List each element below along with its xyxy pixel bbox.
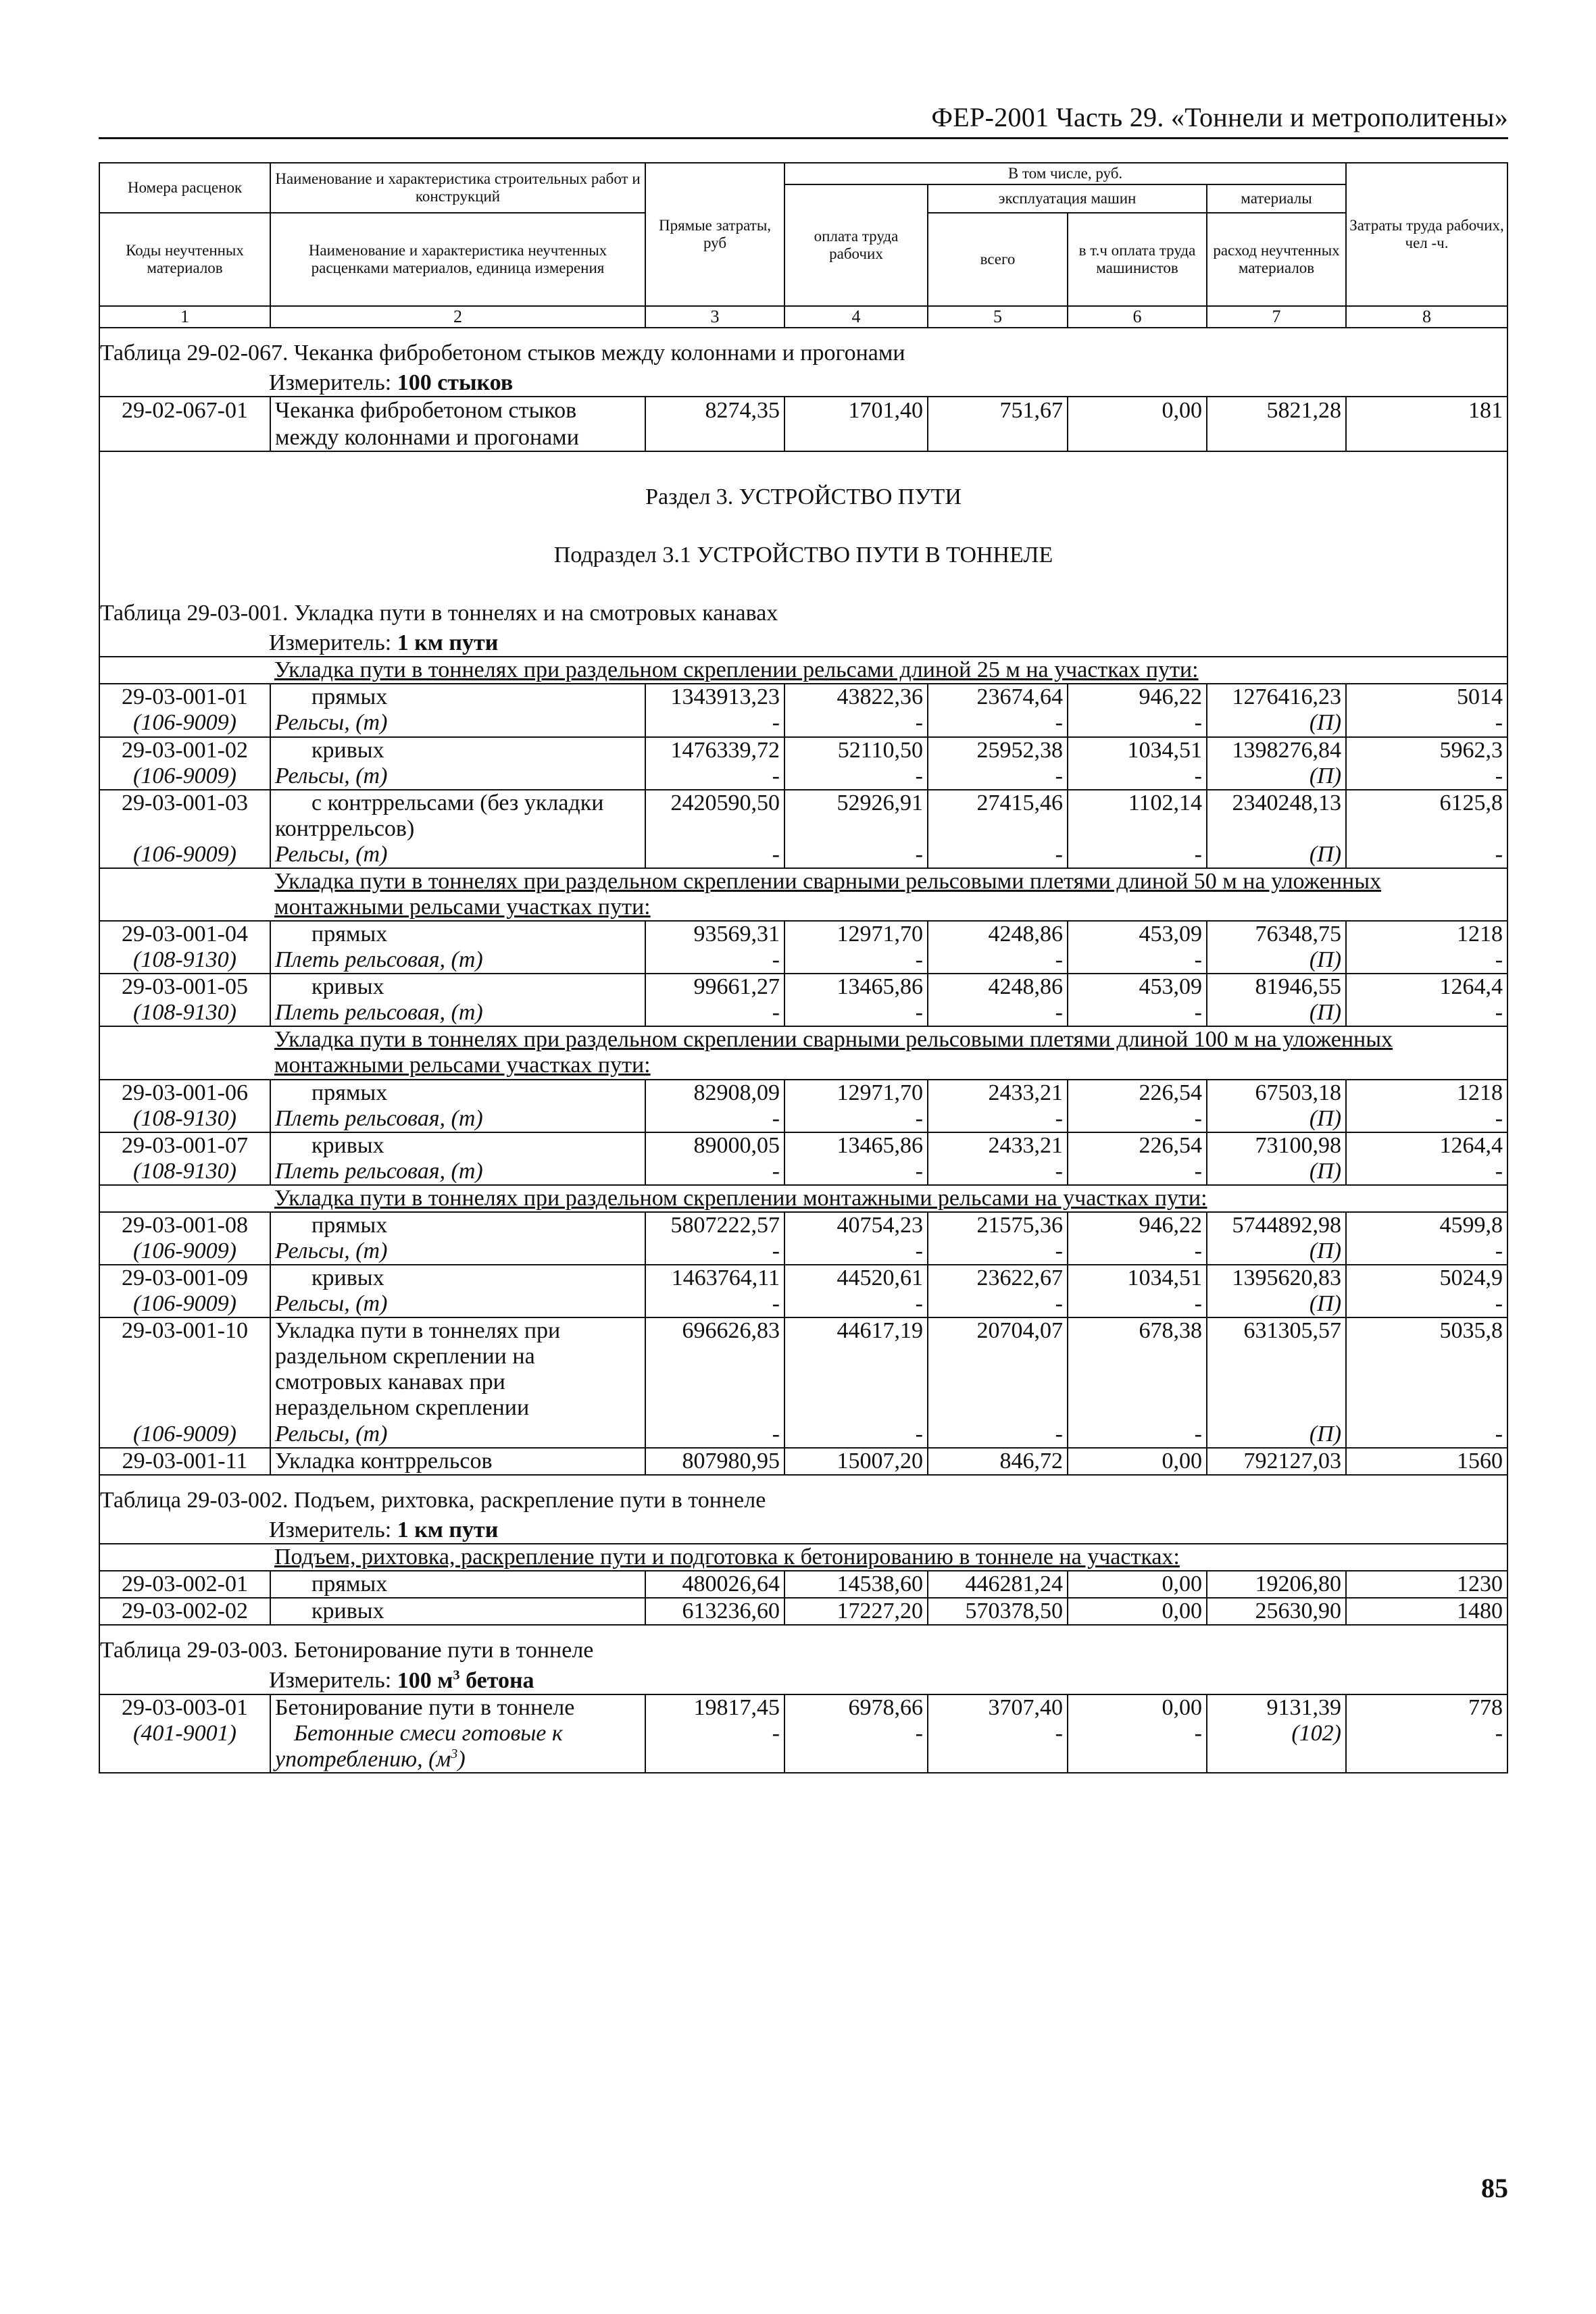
table-row	[99, 1571, 1507, 1598]
material-value: (П)	[1207, 947, 1346, 974]
material-name: Бетонные смеси готовые к употреблению, $(м^3)$	[270, 1721, 645, 1773]
work-name: прямых	[270, 684, 645, 710]
table-row	[99, 921, 1507, 947]
labor-pay: 15007,20	[784, 1448, 928, 1475]
rate-code: 29-03-001-09	[99, 1265, 270, 1291]
header-material-names: Наименование и характеристика неучтенных расценками материалов, единица измерения	[270, 213, 645, 306]
work-name-line: между колоннами и прогонами	[270, 425, 645, 451]
labor-hours: 5024,9	[1346, 1265, 1507, 1291]
machines-total: 25952,38	[928, 737, 1068, 763]
materials-cost: 76348,75	[1207, 921, 1346, 947]
material-row	[99, 1106, 1507, 1132]
group-heading: Укладка пути в тоннелях при раздельном скреплении сварными рельсовыми плетями длиной 50 м на уложенных монтажными рельсами участках пути:	[99, 868, 1507, 921]
table-row	[99, 1448, 1507, 1475]
material-value: -	[928, 1000, 1068, 1026]
table-row	[99, 1212, 1507, 1238]
work-name: Укладка пути в тоннелях при раздельном скреплении на смотровых канавах при нераздельном скреплении	[270, 1317, 645, 1421]
labor-hours: 5962,3	[1346, 737, 1507, 763]
material-row	[99, 763, 1507, 790]
work-name: прямых	[270, 1571, 645, 1598]
machinists-pay: 226,54	[1068, 1132, 1207, 1159]
machinists-pay: 946,22	[1068, 1212, 1207, 1238]
work-name: Бетонирование пути в тоннеле	[270, 1694, 645, 1721]
header-work-name: Наименование и характеристика строительных работ и конструкций	[270, 163, 645, 213]
machines-total: 4248,86	[928, 921, 1068, 947]
material-code: (108-9130)	[99, 947, 270, 974]
machines-total: 4248,86	[928, 974, 1068, 1000]
labor-hours: 5035,8	[1346, 1317, 1507, 1421]
material-name: Рельсы, (т)	[270, 1422, 645, 1448]
material-value: -	[645, 947, 784, 974]
material-value: -	[645, 842, 784, 868]
material-value: (П)	[1207, 1000, 1346, 1026]
material-value: -	[928, 842, 1068, 868]
labor-hours: 5014	[1346, 684, 1507, 710]
material-value: -	[1346, 763, 1507, 790]
material-value: -	[1068, 1422, 1207, 1448]
subsection-title: Подраздел 3.1 УСТРОЙСТВО ПУТИ В ТОННЕЛЕ	[99, 510, 1507, 588]
material-value: -	[928, 1422, 1068, 1448]
price-table	[99, 162, 1508, 1774]
material-value: -	[928, 1291, 1068, 1317]
material-value: (П)	[1207, 1422, 1346, 1448]
direct-costs: 99661,27	[645, 974, 784, 1000]
table-header	[99, 163, 1507, 328]
rate-code: 29-03-001-05	[99, 974, 270, 1000]
materials-cost: 19206,80	[1207, 1571, 1346, 1598]
material-value: -	[1068, 947, 1207, 974]
direct-costs: 2420590,50	[645, 790, 784, 842]
header-machinists-pay: в т.ч оплата труда машинистов	[1068, 213, 1207, 306]
labor-hours: 1218	[1346, 1080, 1507, 1106]
material-value: -	[784, 710, 928, 736]
material-row	[99, 1721, 1507, 1773]
materials-cost: 1398276,84	[1207, 737, 1346, 763]
material-value: -	[1346, 1291, 1507, 1317]
materials-cost: 73100,98	[1207, 1132, 1346, 1159]
header-machines-total: всего	[928, 213, 1068, 306]
table-title-29-03-003: Таблица 29-03-003. Бетонирование пути в тоннеле	[99, 1625, 1507, 1663]
material-value: -	[1068, 1159, 1207, 1185]
labor-pay: 6978,66	[784, 1694, 928, 1721]
material-value: -	[1346, 1721, 1507, 1773]
machines-total: 21575,36	[928, 1212, 1068, 1238]
material-value: -	[1068, 1291, 1207, 1317]
table-title-29-03-001: Таблица 29-03-001. Укладка пути в тоннелях и на смотровых канавах	[99, 588, 1507, 626]
material-value: -	[645, 1000, 784, 1026]
direct-costs: 5807222,57	[645, 1212, 784, 1238]
column-index: 4	[784, 306, 928, 328]
labor-hours: 1264,4	[1346, 1132, 1507, 1159]
material-value: -	[645, 1721, 784, 1773]
column-index: 2	[270, 306, 645, 328]
material-value: -	[784, 1106, 928, 1132]
rate-code: 29-03-001-08	[99, 1212, 270, 1238]
direct-costs: 93569,31	[645, 921, 784, 947]
material-row	[99, 947, 1507, 974]
machinists-pay: 453,09	[1068, 974, 1207, 1000]
labor-hours: 1480	[1346, 1598, 1507, 1625]
materials-cost: 1395620,83	[1207, 1265, 1346, 1291]
material-value: -	[645, 1106, 784, 1132]
material-value: (П)	[1207, 1291, 1346, 1317]
direct-costs: 8274,35	[645, 397, 784, 425]
materials-cost: 9131,39	[1207, 1694, 1346, 1721]
table-row	[99, 1694, 1507, 1721]
column-index-row	[99, 306, 1507, 328]
machinists-pay: 453,09	[1068, 921, 1207, 947]
rate-code: 29-03-001-02	[99, 737, 270, 763]
direct-costs: 696626,83	[645, 1317, 784, 1421]
labor-pay: 12971,70	[784, 1080, 928, 1106]
machinists-pay: 1034,51	[1068, 737, 1207, 763]
material-value: -	[928, 1238, 1068, 1265]
material-code: (106-9009)	[99, 1291, 270, 1317]
labor-hours: 1264,4	[1346, 974, 1507, 1000]
work-name: кривых	[270, 1598, 645, 1625]
labor-hours: 1230	[1346, 1571, 1507, 1598]
group-heading: Укладка пути в тоннелях при раздельном скреплении рельсами длиной 25 м на участках пути:	[99, 657, 1507, 684]
labor-pay: 44617,19	[784, 1317, 928, 1421]
material-name: Плеть рельсовая, (т)	[270, 1000, 645, 1026]
group-heading: Укладка пути в тоннелях при раздельном скреплении монтажными рельсами на участках пути:	[99, 1185, 1507, 1212]
material-value: -	[1068, 1238, 1207, 1265]
rate-code: 29-03-001-11	[99, 1448, 270, 1475]
material-value: -	[1068, 1000, 1207, 1026]
rate-code: 29-03-002-01	[99, 1571, 270, 1598]
header-machines: эксплуатация машин	[928, 184, 1207, 213]
labor-pay: 40754,23	[784, 1212, 928, 1238]
material-value: -	[1346, 947, 1507, 974]
work-name: кривых	[270, 1132, 645, 1159]
material-row	[99, 1238, 1507, 1265]
machines-total: 570378,50	[928, 1598, 1068, 1625]
material-row	[99, 842, 1507, 868]
column-index: 5	[928, 306, 1068, 328]
table-row	[99, 1317, 1507, 1421]
material-code: (106-9009)	[99, 842, 270, 868]
material-value: -	[645, 1159, 784, 1185]
unit-line: Измеритель: 100 $м^3$ бетона	[99, 1663, 1507, 1694]
material-code: (108-9130)	[99, 1106, 270, 1132]
material-value: -	[1346, 710, 1507, 736]
column-index: 7	[1207, 306, 1346, 328]
material-code: (106-9009)	[99, 763, 270, 790]
direct-costs: 613236,60	[645, 1598, 784, 1625]
material-value: -	[645, 710, 784, 736]
material-value: -	[784, 1159, 928, 1185]
material-value: (П)	[1207, 1159, 1346, 1185]
direct-costs: 1343913,23	[645, 684, 784, 710]
material-code: (106-9009)	[99, 1422, 270, 1448]
materials-cost: 1276416,23	[1207, 684, 1346, 710]
material-value: -	[784, 1291, 928, 1317]
table-row	[99, 790, 1507, 842]
material-value: -	[928, 1106, 1068, 1132]
page-number: 85	[1481, 2173, 1508, 2203]
header-rate-numbers: Номера расценок	[99, 163, 270, 213]
column-index: 6	[1068, 306, 1207, 328]
direct-costs: 480026,64	[645, 1571, 784, 1598]
material-code: (106-9009)	[99, 1238, 270, 1265]
material-value: -	[1068, 763, 1207, 790]
material-code: (108-9130)	[99, 1159, 270, 1185]
materials-cost: 792127,03	[1207, 1448, 1346, 1475]
direct-costs: 19817,45	[645, 1694, 784, 1721]
labor-pay: 1701,40	[784, 397, 928, 425]
material-row	[99, 710, 1507, 736]
materials-cost: 631305,57	[1207, 1317, 1346, 1421]
work-name: кривых	[270, 1265, 645, 1291]
machinists-pay: 1034,51	[1068, 1265, 1207, 1291]
materials-cost: 5744892,98	[1207, 1212, 1346, 1238]
material-value: -	[1068, 710, 1207, 736]
material-value: (П)	[1207, 1106, 1346, 1132]
material-value: -	[784, 1000, 928, 1026]
rate-code: 29-02-067-01	[99, 397, 270, 425]
material-code: (106-9009)	[99, 710, 270, 736]
direct-costs: 82908,09	[645, 1080, 784, 1106]
direct-costs: 1463764,11	[645, 1265, 784, 1291]
header-rule	[99, 137, 1508, 139]
material-value: -	[928, 710, 1068, 736]
machines-total: 27415,46	[928, 790, 1068, 842]
material-value: -	[1346, 1159, 1507, 1185]
materials-cost: 67503,18	[1207, 1080, 1346, 1106]
column-index: 1	[99, 306, 270, 328]
material-value: -	[784, 842, 928, 868]
labor-pay: 12971,70	[784, 921, 928, 947]
labor-hours: 6125,8	[1346, 790, 1507, 842]
table-row	[99, 974, 1507, 1000]
labor-hours: 4599,8	[1346, 1212, 1507, 1238]
unit-line: Измеритель: 100 стыков	[99, 366, 1507, 397]
machines-total: 23622,67	[928, 1265, 1068, 1291]
work-name: прямых	[270, 921, 645, 947]
labor-hours: 181	[1346, 397, 1507, 425]
header-materials: материалы	[1207, 184, 1346, 213]
table-row	[99, 1132, 1507, 1159]
machinists-pay: 0,00	[1068, 1694, 1207, 1721]
machinists-pay: 0,00	[1068, 1448, 1207, 1475]
work-name: кривых	[270, 974, 645, 1000]
header-materials-consumption: расход неучтенных материалов	[1207, 213, 1346, 306]
material-value: -	[784, 947, 928, 974]
machines-total: 846,72	[928, 1448, 1068, 1475]
header-labor-pay: оплата труда рабочих	[784, 184, 928, 306]
unit-line: Измеритель: 1 км пути	[99, 1513, 1507, 1544]
material-value: (П)	[1207, 710, 1346, 736]
material-value: -	[645, 1422, 784, 1448]
materials-cost: 25630,90	[1207, 1598, 1346, 1625]
labor-hours: 778	[1346, 1694, 1507, 1721]
column-index: 8	[1346, 306, 1507, 328]
machines-total: 2433,21	[928, 1132, 1068, 1159]
labor-hours: 1560	[1346, 1448, 1507, 1475]
material-value: (102)	[1207, 1721, 1346, 1773]
table-row	[99, 397, 1507, 425]
section-title: Раздел 3. УСТРОЙСТВО ПУТИ	[99, 451, 1507, 510]
machinists-pay: 0,00	[1068, 1598, 1207, 1625]
rate-code: 29-03-001-01	[99, 684, 270, 710]
machinists-pay: 0,00	[1068, 397, 1207, 425]
materials-cost: 2340248,13	[1207, 790, 1346, 842]
labor-pay: 44520,61	[784, 1265, 928, 1291]
rate-code: 29-03-001-04	[99, 921, 270, 947]
labor-hours: 1218	[1346, 921, 1507, 947]
material-value: -	[645, 763, 784, 790]
material-row	[99, 1159, 1507, 1185]
running-head: ФЕР-2001 Часть 29. «Тоннели и метрополитены»	[931, 102, 1508, 132]
material-name: Рельсы, (т)	[270, 763, 645, 790]
unit-line: Измеритель: 1 км пути	[99, 626, 1507, 657]
group-heading: Укладка пути в тоннелях при раздельном скреплении сварными рельсовыми плетями длиной 100 м на уложенных монтажными рельсами участках пути:	[99, 1026, 1507, 1079]
material-value: -	[928, 763, 1068, 790]
material-name: Рельсы, (т)	[270, 1291, 645, 1317]
material-name: Рельсы, (т)	[270, 1238, 645, 1265]
header-labor-cost: Затраты труда рабочих, чел -ч.	[1346, 163, 1507, 306]
labor-pay: 17227,20	[784, 1598, 928, 1625]
material-row	[99, 1422, 1507, 1448]
header-material-codes: Коды неучтенных материалов	[99, 213, 270, 306]
table-row	[99, 684, 1507, 710]
rate-code: 29-03-001-06	[99, 1080, 270, 1106]
material-value: -	[1068, 1106, 1207, 1132]
work-name: прямых	[270, 1212, 645, 1238]
material-code: (108-9130)	[99, 1000, 270, 1026]
material-value: -	[784, 1422, 928, 1448]
material-value: -	[1346, 1422, 1507, 1448]
material-value: -	[928, 1159, 1068, 1185]
material-value: -	[1346, 1238, 1507, 1265]
material-value: -	[784, 1721, 928, 1773]
group-heading: Подъем, рихтовка, раскрепление пути и подготовка к бетонированию в тоннеле на участках:	[99, 1544, 1507, 1571]
material-value: -	[784, 763, 928, 790]
machines-total: 23674,64	[928, 684, 1068, 710]
machinists-pay: 1102,14	[1068, 790, 1207, 842]
table-row-continuation	[99, 425, 1507, 451]
direct-costs: 1476339,72	[645, 737, 784, 763]
header-in-total: В том числе, руб.	[784, 163, 1346, 184]
table-row	[99, 737, 1507, 763]
material-row	[99, 1000, 1507, 1026]
table-row	[99, 1265, 1507, 1291]
table-title-29-02-067: Таблица 29-02-067. Чеканка фибробетоном стыков между колоннами и прогонами	[99, 328, 1507, 366]
material-value: -	[1068, 842, 1207, 868]
material-value: -	[645, 1238, 784, 1265]
material-value: -	[928, 1721, 1068, 1773]
labor-pay: 43822,36	[784, 684, 928, 710]
material-value: -	[645, 1291, 784, 1317]
rate-code: 29-03-003-01	[99, 1694, 270, 1721]
rate-code: 29-03-001-03	[99, 790, 270, 842]
machines-total: 751,67	[928, 397, 1068, 425]
machines-total: 2433,21	[928, 1080, 1068, 1106]
machinists-pay: 0,00	[1068, 1571, 1207, 1598]
machinists-pay: 226,54	[1068, 1080, 1207, 1106]
rate-code: 29-03-001-07	[99, 1132, 270, 1159]
column-index: 3	[645, 306, 784, 328]
material-value: (П)	[1207, 763, 1346, 790]
materials-cost: 81946,55	[1207, 974, 1346, 1000]
material-value: -	[1346, 1106, 1507, 1132]
rate-code: 29-03-002-02	[99, 1598, 270, 1625]
labor-pay: 52110,50	[784, 737, 928, 763]
material-value: -	[1346, 1000, 1507, 1026]
material-row	[99, 1291, 1507, 1317]
material-name: Рельсы, (т)	[270, 710, 645, 736]
table-title-29-03-002: Таблица 29-03-002. Подъем, рихтовка, раскрепление пути в тоннеле	[99, 1475, 1507, 1513]
material-name: Рельсы, (т)	[270, 842, 645, 868]
material-code: (401-9001)	[99, 1721, 270, 1773]
table-row	[99, 1598, 1507, 1625]
material-name: Плеть рельсовая, (т)	[270, 1159, 645, 1185]
material-name: Плеть рельсовая, (т)	[270, 947, 645, 974]
header-direct-costs: Прямые затраты, руб	[645, 163, 784, 306]
work-name: Чеканка фибробетоном стыков	[270, 397, 645, 425]
table-row	[99, 1080, 1507, 1106]
material-value: (П)	[1207, 1238, 1346, 1265]
material-value: -	[1068, 1721, 1207, 1773]
labor-pay: 14538,60	[784, 1571, 928, 1598]
work-name: Укладка контррельсов	[270, 1448, 645, 1475]
machinists-pay: 946,22	[1068, 684, 1207, 710]
material-name: Плеть рельсовая, (т)	[270, 1106, 645, 1132]
direct-costs: 89000,05	[645, 1132, 784, 1159]
work-name: кривых	[270, 737, 645, 763]
work-name: с контррельсами (без укладки контррельсов)	[270, 790, 645, 842]
labor-pay: 13465,86	[784, 974, 928, 1000]
material-value: (П)	[1207, 842, 1346, 868]
direct-costs: 807980,95	[645, 1448, 784, 1475]
machines-total: 20704,07	[928, 1317, 1068, 1421]
materials-cost: 5821,28	[1207, 397, 1346, 425]
machines-total: 446281,24	[928, 1571, 1068, 1598]
material-value: -	[784, 1238, 928, 1265]
material-value: -	[928, 947, 1068, 974]
machines-total: 3707,40	[928, 1694, 1068, 1721]
rate-code: 29-03-001-10	[99, 1317, 270, 1421]
machinists-pay: 678,38	[1068, 1317, 1207, 1421]
labor-pay: 52926,91	[784, 790, 928, 842]
material-value: -	[1346, 842, 1507, 868]
work-name: прямых	[270, 1080, 645, 1106]
labor-pay: 13465,86	[784, 1132, 928, 1159]
